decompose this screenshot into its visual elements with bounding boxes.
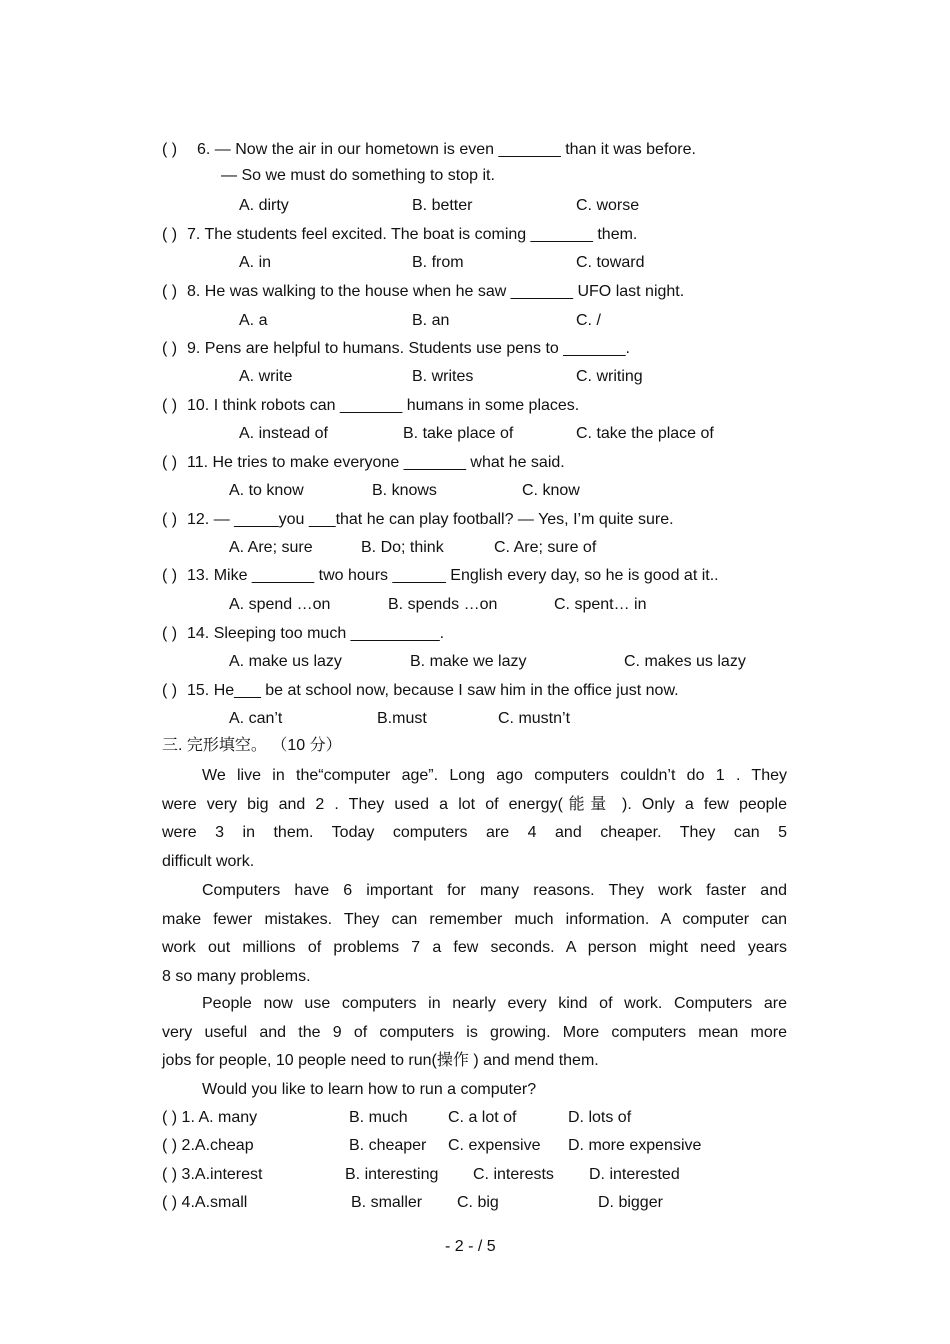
passage-line: make fewer mistakes. They can remember much information. A computer can [162, 910, 787, 928]
question-stem: 11. He tries to make everyone _______ what he said. [187, 454, 565, 471]
answer-option: C. big [457, 1194, 499, 1211]
page-number: - 2 - / 5 [445, 1238, 496, 1255]
answer-option: C. take the place of [576, 425, 714, 442]
passage-line: 8 so many problems. [162, 967, 311, 985]
question-bracket: ( ) [162, 397, 178, 414]
question-stem: 6. — Now the air in our hometown is even _______ than it was before. [197, 141, 696, 158]
question-stem: 15. He___ be at school now, because I saw him in the office just now. [187, 682, 679, 699]
question-bracket: ( ) [162, 567, 178, 584]
answer-option: C. writing [576, 368, 643, 385]
answer-option: A. can’t [229, 710, 283, 727]
question-stem: 12. — _____you ___that he can play football? — Yes, I’m quite sure. [187, 511, 674, 528]
question-stem-line2: — So we must do something to stop it. [221, 167, 495, 184]
question-bracket: ( ) [162, 511, 178, 528]
cloze-question: ( ) 4.A.small [162, 1194, 248, 1211]
question-stem: 10. I think robots can _______ humans in some places. [187, 397, 580, 414]
cloze-question: ( ) 3.A.interest [162, 1166, 263, 1183]
answer-option: C. expensive [448, 1137, 541, 1154]
answer-option: B. Do; think [361, 539, 444, 556]
passage-line: were very big and 2 . They used a lot of energy(能量 ). Only a few people [162, 795, 787, 813]
answer-option: C. worse [576, 197, 640, 214]
passage-line: People now use computers in nearly every kind of work. Computers are [202, 995, 787, 1012]
answer-option: B. knows [372, 482, 437, 499]
answer-option: B. interesting [345, 1166, 439, 1183]
answer-option: C. toward [576, 254, 645, 271]
question-stem: 14. Sleeping too much __________. [187, 625, 445, 642]
answer-option: B. much [349, 1109, 408, 1126]
question-stem: 7. The students feel excited. The boat is coming _______ them. [187, 226, 638, 243]
passage-line: We live in the“computer age”. Long ago computers couldn’t do 1 . They [202, 767, 787, 784]
answer-option: D. bigger [598, 1194, 663, 1211]
passage-line: were 3 in them. Today computers are 4 and cheaper. They can 5 [162, 824, 787, 841]
question-stem: 9. Pens are helpful to humans. Students use pens to _______. [187, 340, 630, 357]
passage-line: very useful and the 9 of computers is growing. More computers mean more [162, 1023, 787, 1041]
passage-line: jobs for people, 10 people need to run(操作 ) and mend them. [162, 1052, 599, 1069]
answer-option: A. write [239, 368, 293, 385]
answer-option: B. from [412, 254, 464, 271]
cloze-question: ( ) 2.A.cheap [162, 1137, 254, 1154]
answer-option: A. make us lazy [229, 653, 342, 670]
question-bracket: ( ) [162, 226, 178, 243]
question-bracket: ( ) [162, 682, 178, 699]
passage-line: Would you like to learn how to run a computer? [202, 1081, 537, 1098]
answer-option: D. lots of [568, 1109, 632, 1126]
question-bracket: ( ) [162, 141, 178, 158]
passage-line: difficult work. [162, 852, 255, 870]
answer-option: A. instead of [239, 425, 328, 442]
answer-option: C. interests [473, 1166, 554, 1183]
answer-option: B. make we lazy [410, 653, 527, 670]
answer-option: B. smaller [351, 1194, 423, 1211]
answer-option: B. writes [412, 368, 474, 385]
question-bracket: ( ) [162, 454, 178, 471]
answer-option: C. mustn’t [498, 710, 571, 727]
cloze-question: ( ) 1. A. many [162, 1109, 258, 1126]
answer-option: D. more expensive [568, 1137, 702, 1154]
answer-option: B. spends …on [388, 596, 498, 613]
answer-option: B. cheaper [349, 1137, 427, 1154]
question-stem: 13. Mike _______ two hours ______ English every day, so he is good at it.. [187, 567, 719, 584]
answer-option: C. makes us lazy [624, 653, 746, 670]
passage-line: Computers have 6 important for many reasons. They work faster and [202, 882, 787, 899]
answer-option: B. an [412, 312, 450, 329]
question-bracket: ( ) [162, 283, 178, 300]
answer-option: A. in [239, 254, 272, 271]
answer-option: B.must [377, 710, 427, 727]
answer-option: B. better [412, 197, 473, 214]
answer-option: C. / [576, 312, 601, 329]
answer-option: C. Are; sure of [494, 539, 597, 556]
question-bracket: ( ) [162, 340, 178, 357]
answer-option: B. take place of [403, 425, 514, 442]
answer-option: A. dirty [239, 197, 289, 214]
answer-option: C. know [522, 482, 580, 499]
question-bracket: ( ) [162, 625, 178, 642]
answer-option: C. a lot of [448, 1109, 517, 1126]
answer-option: A. to know [229, 482, 304, 499]
answer-option: A. spend …on [229, 596, 331, 613]
answer-option: A. Are; sure [229, 539, 313, 556]
answer-option: D. interested [589, 1166, 680, 1183]
question-stem: 8. He was walking to the house when he saw _______ UFO last night. [187, 283, 685, 300]
answer-option: C. spent… in [554, 596, 647, 613]
answer-option: A. a [239, 312, 268, 329]
section-title: 三. 完形填空。 （10 分） [162, 737, 342, 754]
passage-line: work out millions of problems 7 a few seconds. A person might need years [162, 939, 787, 956]
